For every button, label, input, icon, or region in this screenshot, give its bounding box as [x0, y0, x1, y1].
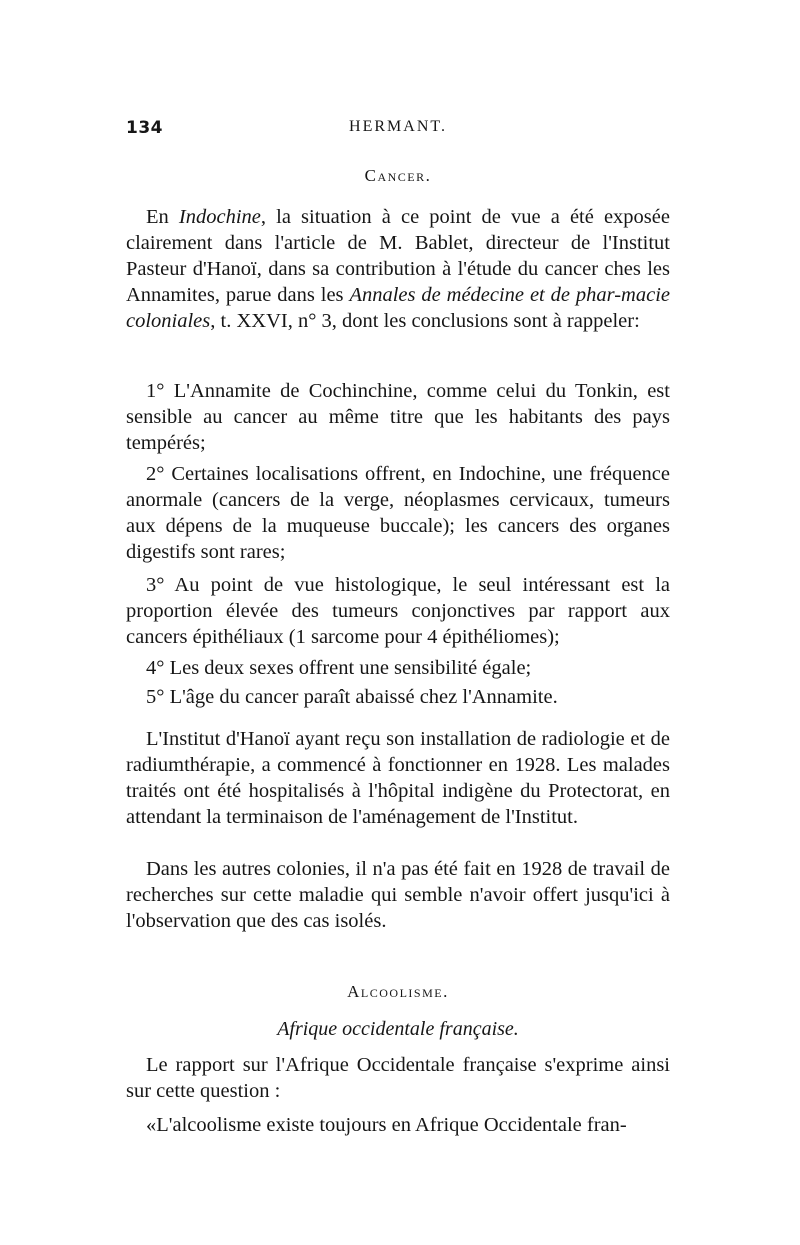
- running-head: [126, 118, 670, 142]
- alcool-paragraph-2: «L'alcoolisme existe toujours en Afrique Occidentale fran-: [146, 1114, 627, 1136]
- closing-paragraph-1: L'Institut d'Hanoï ayant reçu son installation de radiologie et de radiumthérapie, a commencé à fonctionner en 1928. Les malades traités ont été hospitalisés à l'hôpital indigène du Protectorat, en attendant la terminaison de l'aménagement de l'Institut.: [126, 728, 670, 828]
- running-title: HERMANT.: [349, 118, 447, 135]
- list-item-2: 2° Certaines localisations offrent, en Indochine, une fréquence anormale (cancers de la verge, néoplasmes cervicaux, tumeurs aux dépens de la muqueuse buccale); les cancers des organes digestifs sont rares;: [126, 463, 670, 563]
- intro-text-2: , la situation à ce point de vue a été exposée clairement dans l'article de M. Bablet, directeur de l'Institut Pasteur d'Hanoï, dans sa contribution à l'étude du cancer ches les Annamites, parue dans les: [126, 206, 670, 306]
- intro-paragraph: [126, 204, 670, 334]
- subheading-afrique: Afrique occidentale française.: [277, 1018, 519, 1040]
- list-item-4: 4° Les deux sexes offrent une sensibilité égale;: [146, 657, 532, 679]
- list-item-1: 1° L'Annamite de Cochinchine, comme celui du Tonkin, est sensible au cancer au même titre que les habitants des pays tempérés;: [126, 380, 670, 454]
- intro-italic-journal: Annales de médecine et de phar-macie coloniales: [126, 284, 670, 332]
- intro-italic-place: Indochine: [178, 206, 261, 228]
- alcool-paragraph-1: Le rapport sur l'Afrique Occidentale française s'exprime ainsi sur cette question :: [126, 1054, 670, 1102]
- closing-paragraph-2: Dans les autres colonies, il n'a pas été fait en 1928 de travail de recherches sur cette maladie qui semble n'avoir offert jusqu'ici à l'observation que des cas isolés.: [126, 858, 670, 932]
- section-heading-cancer: Cancer.: [364, 166, 432, 185]
- intro-text-1: En: [146, 206, 179, 228]
- page-number: 134: [126, 118, 163, 138]
- intro-text-3: , t. XXVI, n° 3, dont les conclusions sont à rappeler:: [210, 310, 640, 332]
- list-item-3: 3° Au point de vue histologique, le seul intéressant est la proportion élevée des tumeurs conjonctives par rapport aux cancers épithéliaux (1 sarcome pour 4 épithéliomes);: [126, 574, 670, 648]
- list-item-5: 5° L'âge du cancer paraît abaissé chez l'Annamite.: [146, 686, 558, 708]
- section-heading-alcoolisme: Alcoolisme.: [347, 982, 449, 1001]
